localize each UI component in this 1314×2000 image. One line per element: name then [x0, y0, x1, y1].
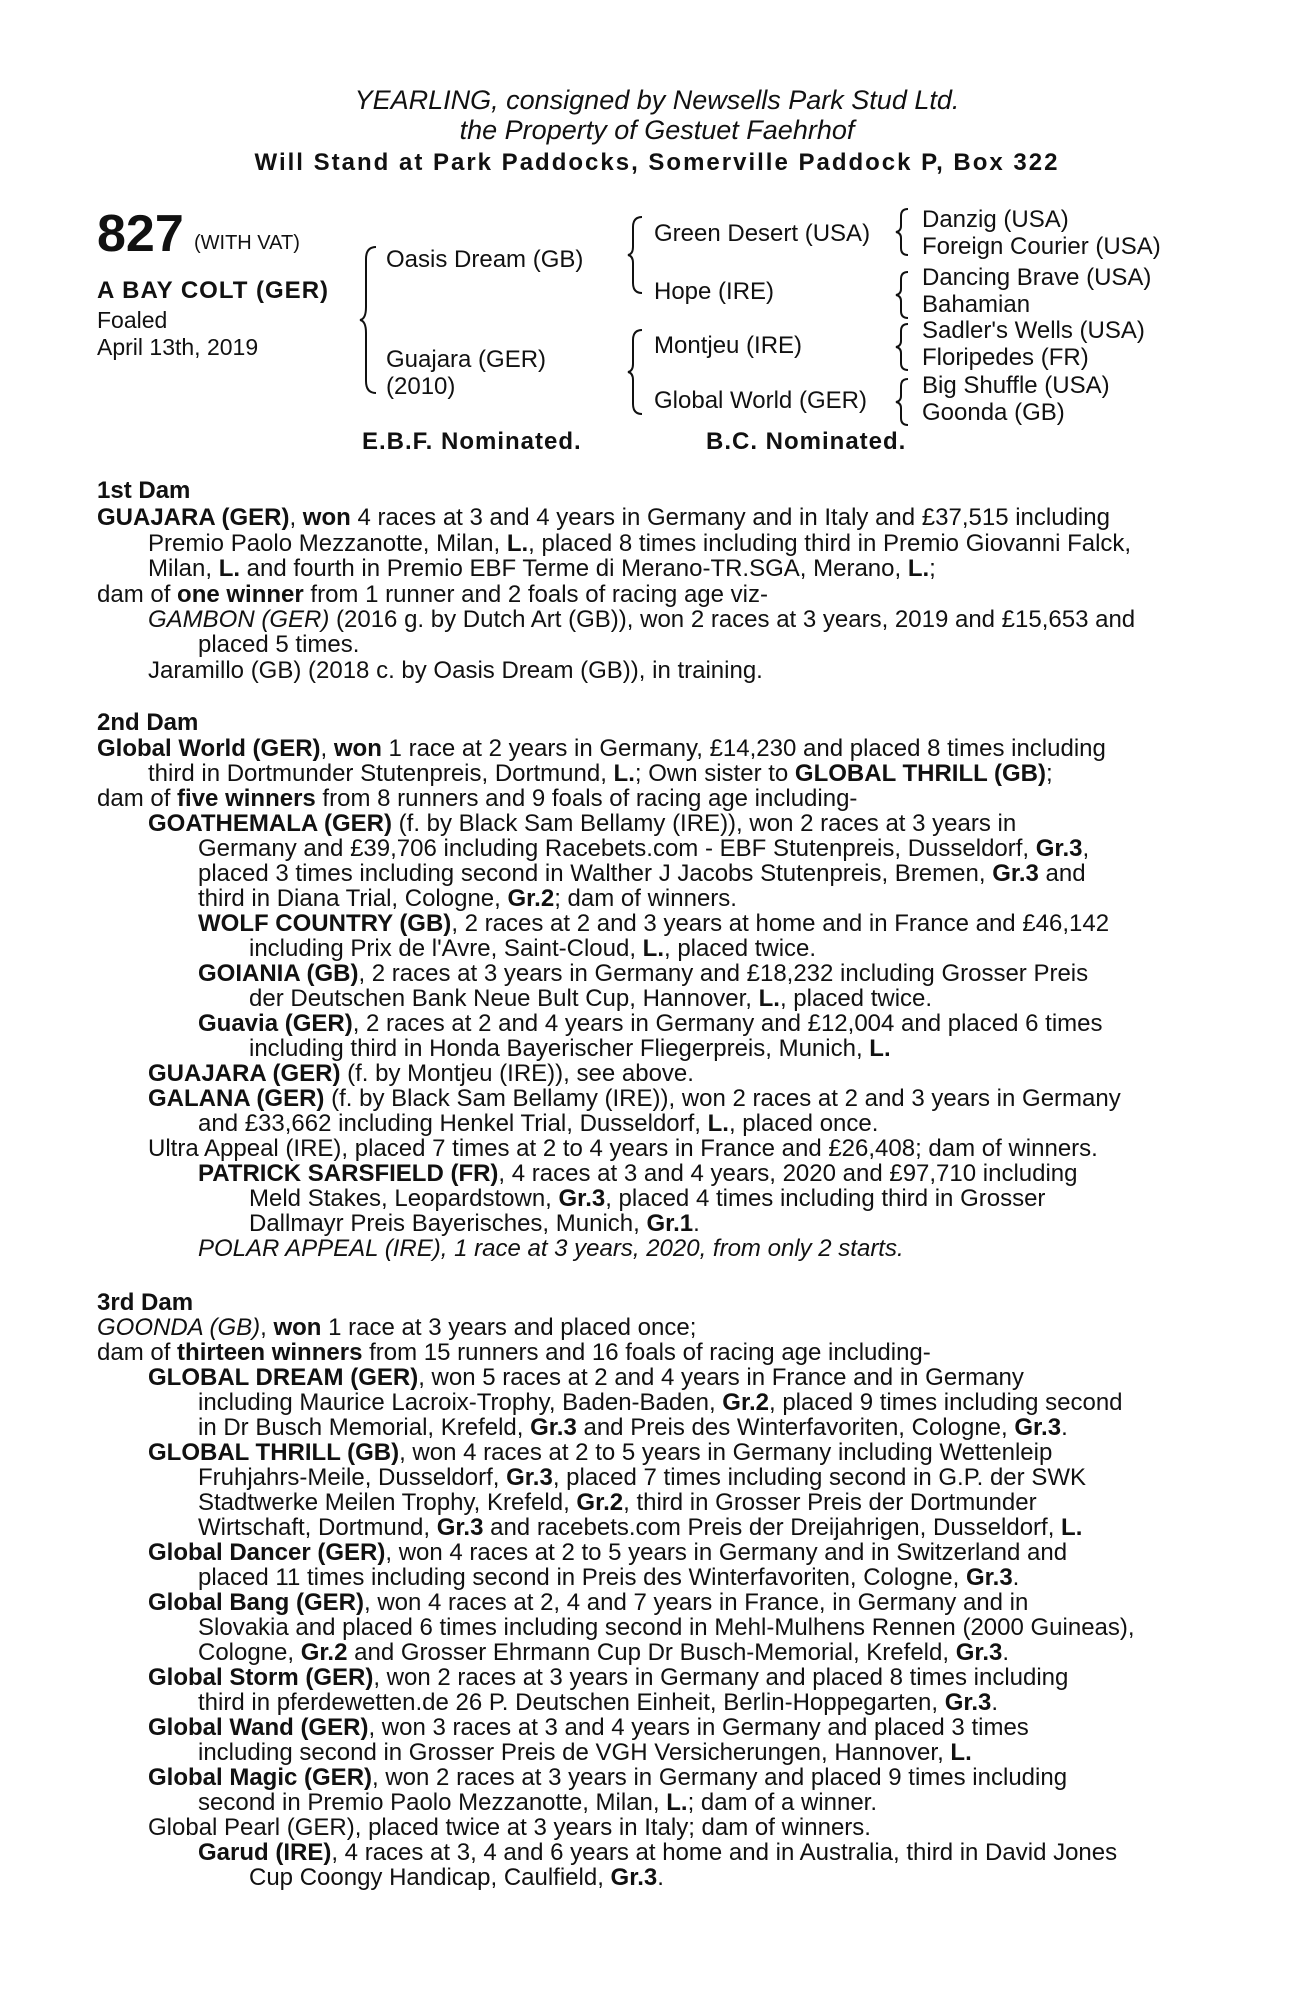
- ggp-1: Danzig (USA): [922, 206, 1069, 233]
- third-dam-line: third in pferdewetten.de 26 P. Deutschen Einheit, Berlin-Hoppegarten, Gr.3.: [198, 1689, 999, 1716]
- horse-name: A BAY COLT (GER): [97, 277, 330, 304]
- third-dam-line: Global Magic (GER), won 2 races at 3 years in Germany and placed 9 times including: [148, 1764, 1068, 1791]
- third-dam-line: including Maurice Lacroix-Trophy, Baden-Baden, Gr.2, placed 9 times including second: [198, 1389, 1123, 1416]
- ggp-8: Goonda (GB): [922, 399, 1065, 426]
- second-dam-line: including Prix de l'Avre, Saint-Cloud, L., placed twice.: [249, 935, 817, 962]
- second-dam-line: Guavia (GER), 2 races at 2 and 4 years in Germany and £12,004 and placed 6 times: [198, 1010, 1103, 1037]
- first-dam-line: GUAJARA (GER), won 4 races at 3 and 4 years in Germany and in Italy and £37,515 including: [97, 504, 1110, 531]
- third-dam-line: Global Storm (GER), won 2 races at 3 years in Germany and placed 8 times including: [148, 1664, 1069, 1691]
- second-dam-line: POLAR APPEAL (IRE), 1 race at 3 years, 2020, from only 2 starts.: [198, 1235, 904, 1262]
- pedigree-brace-ss: [894, 207, 912, 257]
- second-dam-line: including third in Honda Bayerischer Fliegerpreis, Munich, L.: [249, 1035, 891, 1062]
- sire-name: Oasis Dream (GB): [386, 246, 584, 273]
- second-dam-line: Germany and £39,706 including Racebets.com - EBF Stutenpreis, Dusseldorf, Gr.3,: [198, 835, 1090, 862]
- foaled-date: April 13th, 2019: [97, 334, 259, 360]
- ebf-nominated: E.B.F. Nominated.: [362, 428, 582, 455]
- third-dam-line: Global Wand (GER), won 3 races at 3 and 4 years in Germany and placed 3 times: [148, 1714, 1029, 1741]
- second-dam-heading: 2nd Dam: [97, 709, 199, 736]
- dam-year: (2010): [386, 373, 456, 400]
- first-dam-line: dam of one winner from 1 runner and 2 foals of racing age viz-: [97, 581, 768, 608]
- stabling-line: Will Stand at Park Paddocks, Somerville Paddock P, Box 322: [254, 149, 1060, 176]
- third-dam-line: Cologne, Gr.2 and Grosser Ehrmann Cup Dr Busch-Memorial, Krefeld, Gr.3.: [198, 1639, 1010, 1666]
- sire-dam: Hope (IRE): [654, 278, 775, 305]
- first-dam-line: GAMBON (GER) (2016 g. by Dutch Art (GB)), won 2 races at 3 years, 2019 and £15,653 and: [148, 606, 1136, 633]
- ggp-3: Dancing Brave (USA): [922, 264, 1152, 291]
- lot-number: 827: [97, 205, 184, 263]
- second-dam-line: Ultra Appeal (IRE), placed 7 times at 2 to 4 years in France and £26,408; dam of winners.: [148, 1135, 1098, 1162]
- pedigree-brace-sd: [894, 270, 912, 320]
- third-dam-line: GOONDA (GB), won 1 race at 3 years and placed once;: [97, 1314, 697, 1341]
- ggp-7: Big Shuffle (USA): [922, 372, 1110, 399]
- second-dam-line: dam of five winners from 8 runners and 9 foals of racing age including-: [97, 785, 858, 812]
- second-dam-line: der Deutschen Bank Neue Bult Cup, Hannover, L., placed twice.: [249, 985, 933, 1012]
- vat-note: (WITH VAT): [194, 232, 300, 254]
- second-dam-line: GALANA (GER) (f. by Black Sam Bellamy (IRE)), won 2 races at 2 and 3 years in Germany: [148, 1085, 1121, 1112]
- second-dam-line: Dallmayr Preis Bayerisches, Munich, Gr.1.: [249, 1210, 700, 1237]
- third-dam-line: including second in Grosser Preis de VGH Versicherungen, Hannover, L.: [198, 1739, 972, 1766]
- first-dam-line: Jaramillo (GB) (2018 c. by Oasis Dream (GB)), in training.: [148, 657, 763, 684]
- second-dam-line: WOLF COUNTRY (GB), 2 races at 2 and 3 years at home and in France and £46,142: [198, 910, 1110, 937]
- ggp-2: Foreign Courier (USA): [922, 233, 1161, 260]
- consignor-line: YEARLING, consigned by Newsells Park Stud Ltd.: [354, 85, 960, 115]
- pedigree-brace-dd: [894, 377, 912, 427]
- first-dam-line: Milan, L. and fourth in Premio EBF Terme di Merano-TR.SGA, Merano, L.;: [148, 555, 936, 582]
- first-dam-line: placed 5 times.: [198, 631, 360, 658]
- second-dam-line: GOIANIA (GB), 2 races at 3 years in Germany and £18,232 including Grosser Preis: [198, 960, 1089, 987]
- second-dam-line: and £33,662 including Henkel Trial, Dusseldorf, L., placed once.: [198, 1110, 879, 1137]
- bc-nominated: B.C. Nominated.: [706, 428, 907, 455]
- ggp-4: Bahamian: [922, 291, 1031, 318]
- dam-name: Guajara (GER): [386, 346, 547, 373]
- second-dam-line: placed 3 times including second in Walther J Jacobs Stutenpreis, Bremen, Gr.3 and: [198, 860, 1086, 887]
- second-dam-line: Meld Stakes, Leopardstown, Gr.3, placed 4 times including third in Grosser: [249, 1185, 1046, 1212]
- third-dam-line: Wirtschaft, Dortmund, Gr.3 and racebets.com Preis der Dreijahrigen, Dusseldorf, L.: [198, 1514, 1083, 1541]
- first-dam-line: Premio Paolo Mezzanotte, Milan, L., placed 8 times including third in Premio Giovanni Falck,: [148, 530, 1132, 557]
- third-dam-line: Global Bang (GER), won 4 races at 2, 4 and 7 years in France, in Germany and in: [148, 1589, 1029, 1616]
- third-dam-line: Garud (IRE), 4 races at 3, 4 and 6 years at home and in Australia, third in David Jones: [198, 1839, 1118, 1866]
- third-dam-line: GLOBAL DREAM (GER), won 5 races at 2 and 4 years in France and in Germany: [148, 1364, 1024, 1391]
- third-dam-line: in Dr Busch Memorial, Krefeld, Gr.3 and Preis des Winterfavoriten, Cologne, Gr.3.: [198, 1414, 1068, 1441]
- third-dam-line: Stadtwerke Meilen Trophy, Krefeld, Gr.2, third in Grosser Preis der Dortmunder: [198, 1489, 1037, 1516]
- dam-dam: Global World (GER): [654, 387, 867, 414]
- third-dam-line: Cup Coongy Handicap, Caulfield, Gr.3.: [249, 1864, 664, 1891]
- second-dam-line: third in Dortmunder Stutenpreis, Dortmund, L.; Own sister to GLOBAL THRILL (GB);: [148, 760, 1053, 787]
- ggp-5: Sadler's Wells (USA): [922, 317, 1145, 344]
- third-dam-line: Global Dancer (GER), won 4 races at 2 to 5 years in Germany and in Switzerland and: [148, 1539, 1068, 1566]
- dam-sire: Montjeu (IRE): [654, 332, 803, 359]
- third-dam-line: Fruhjahrs-Meile, Dusseldorf, Gr.3, placed 7 times including second in G.P. der SWK: [198, 1464, 1086, 1491]
- sire-sire: Green Desert (USA): [654, 220, 871, 247]
- pedigree-brace-ds: [894, 322, 912, 372]
- ggp-6: Floripedes (FR): [922, 344, 1089, 371]
- second-dam-line: GUAJARA (GER) (f. by Montjeu (IRE)), see above.: [148, 1060, 694, 1087]
- third-dam-line: second in Premio Paolo Mezzanotte, Milan, L.; dam of a winner.: [198, 1789, 877, 1816]
- third-dam-line: dam of thirteen winners from 15 runners and 16 foals of racing age including-: [97, 1339, 931, 1366]
- second-dam-line: GOATHEMALA (GER) (f. by Black Sam Bellamy (IRE)), won 2 races at 3 years in: [148, 810, 1017, 837]
- second-dam-line: Global World (GER), won 1 race at 2 years in Germany, £14,230 and placed 8 times including: [97, 735, 1106, 762]
- third-dam-line: Global Pearl (GER), placed twice at 3 years in Italy; dam of winners.: [148, 1814, 871, 1841]
- foaled-label: Foaled: [97, 307, 168, 333]
- pedigree-brace-dam: [626, 328, 646, 416]
- third-dam-heading: 3rd Dam: [97, 1289, 194, 1316]
- third-dam-line: Slovakia and placed 6 times including second in Mehl-Mulhens Rennen (2000 Guineas),: [198, 1614, 1135, 1641]
- second-dam-line: third in Diana Trial, Cologne, Gr.2; dam of winners.: [198, 885, 737, 912]
- second-dam-line: PATRICK SARSFIELD (FR), 4 races at 3 and 4 years, 2020 and £97,710 including: [198, 1160, 1078, 1187]
- third-dam-line: placed 11 times including second in Preis des Winterfavoriten, Cologne, Gr.3.: [198, 1564, 1020, 1591]
- third-dam-line: GLOBAL THRILL (GB), won 4 races at 2 to 5 years in Germany including Wettenleip: [148, 1439, 1053, 1466]
- property-line: the Property of Gestuet Faehrhof: [459, 115, 855, 145]
- first-dam-heading: 1st Dam: [97, 477, 191, 504]
- pedigree-brace-main: [358, 245, 380, 395]
- pedigree-brace-sire: [626, 215, 646, 295]
